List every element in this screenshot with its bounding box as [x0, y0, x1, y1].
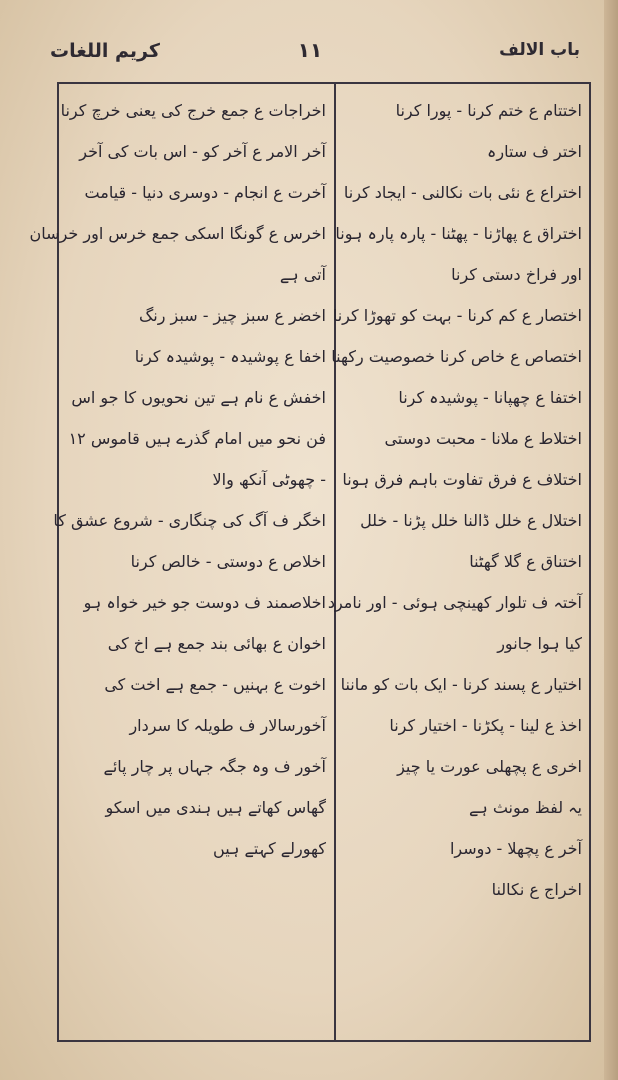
- dictionary-entry: اختلاط ع ملانا - محبت دوستی: [384, 428, 582, 448]
- dictionary-entry: اختتام ع ختم کرنا - پورا کرنا: [395, 100, 582, 120]
- dictionary-entry: اخراجات ع جمع خرج کی یعنی خرچ کرنا: [60, 100, 326, 120]
- dictionary-entry: اختلال ع خلل ڈالنا خلل پڑنا - خلل: [360, 510, 582, 530]
- dictionary-entry: اخفش ع نام ہے تین نحویوں کا جو اس: [71, 387, 326, 407]
- dictionary-entry: کھورلے کہتے ہیں: [213, 838, 326, 858]
- dictionary-entry: اختصاص ع خاص کرنا خصوصیت رکھنا: [331, 346, 582, 366]
- dictionary-entry: اختراق ع پھاڑنا - پھٹنا - پارہ پارہ ہونا: [335, 223, 582, 243]
- dictionary-entry: اخلاصمند ف دوست جو خیر خواہ ہو: [83, 592, 326, 612]
- dictionary-entry: کیا ہوا جانور: [497, 633, 582, 653]
- dictionary-entry: گھاس کھاتے ہیں ہندی میں اسکو: [105, 797, 326, 817]
- dictionary-entry: اخگر ف آگ کی چنگاری - شروع عشق کا: [53, 510, 326, 530]
- dictionary-entry: آختہ ف تلوار کھینچی ہوئی - اور نامرد: [327, 592, 582, 612]
- dictionary-entry: آخر ع پچھلا - دوسرا: [449, 838, 582, 858]
- dictionary-entry: اختر ف ستارہ: [487, 141, 582, 161]
- dictionary-entry: اخضر ع سبز چیز - سبز رنگ: [138, 305, 326, 325]
- dictionary-entry: - چھوٹی آنکھ والا: [212, 469, 326, 489]
- dictionary-entry: یہ لفظ مونث ہے: [469, 797, 582, 817]
- dictionary-entry: آخور ف وہ جگہ جہاں پر چار پائے: [103, 756, 326, 776]
- section-heading: باب الالف: [499, 40, 580, 60]
- dictionary-entry: اختصار ع کم کرنا - بہت کو تھوڑا کرنا: [332, 305, 582, 325]
- dictionary-entry: آخرت ع انجام - دوسری دنیا - قیامت: [84, 182, 326, 202]
- dictionary-entry: اختفا ع چھپانا - پوشیدہ کرنا: [398, 387, 582, 407]
- dictionary-entry: اخرس ع گونگا اسکی جمع خرس اور خرسان: [29, 223, 326, 243]
- dictionary-entry: فن نحو میں امام گذرے ہیں قاموس ۱۲: [68, 428, 326, 448]
- page-number: ۱۱: [297, 38, 323, 62]
- dictionary-entry: آخورسالار ف طویلہ کا سردار: [129, 715, 326, 735]
- dictionary-entry: آتی ہے: [279, 264, 326, 284]
- dictionary-entry: اختناق ع گلا گھٹنا: [469, 551, 582, 571]
- dictionary-entry: اختراع ع نئی بات نکالنی - ایجاد کرنا: [343, 182, 582, 202]
- dictionary-entry: اخلاص ع دوستی - خالص کرنا: [130, 551, 326, 571]
- dictionary-entry: اخوان ع بھائی بند جمع ہے اخ کی: [107, 633, 326, 653]
- page-edge: [604, 0, 618, 1080]
- dictionary-entry: اخذ ع لینا - پکڑنا - اختیار کرنا: [389, 715, 582, 735]
- dictionary-entry: اختلاف ع فرق تفاوت باہم فرق ہونا: [342, 469, 582, 489]
- dictionary-entry: آخر الامر ع آخر کو - اس بات کی آخر: [79, 141, 326, 161]
- left-column: [29, 90, 330, 1030]
- book-title: کریم اللغات: [50, 40, 160, 62]
- page-header: [40, 36, 580, 76]
- dictionary-entry: اختیار ع پسند کرنا - ایک بات کو ماننا: [340, 674, 582, 694]
- dictionary-entry: اخوت ع بہنیں - جمع ہے اخت کی: [104, 674, 326, 694]
- dictionary-entry: اخفا ع پوشیدہ - پوشیدہ کرنا: [134, 346, 326, 366]
- dictionary-entry: اخری ع پچھلی عورت یا چیز: [397, 756, 582, 776]
- dictionary-entry: اخراج ع نکالنا: [491, 879, 582, 899]
- right-column: [327, 90, 586, 1030]
- dictionary-entry: اور فراخ دستی کرنا: [451, 264, 582, 284]
